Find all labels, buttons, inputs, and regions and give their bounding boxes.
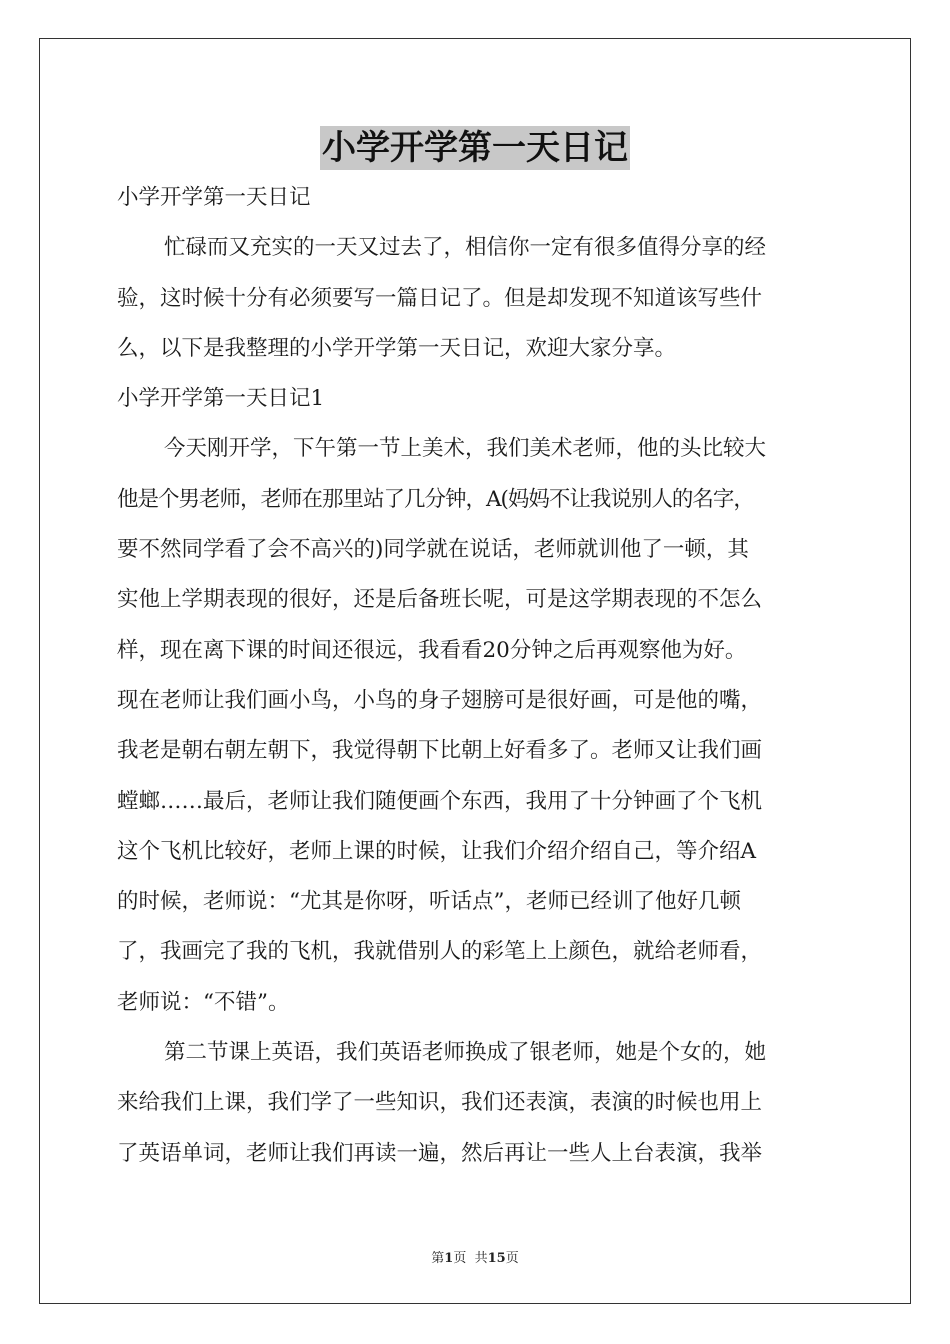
page-prefix: 第 [431, 1251, 445, 1266]
document-title: 小学开学第一天日记 [322, 128, 628, 168]
paragraph-line: 验，这时候十分有必须要写一篇日记了。但是却发现不知道该写些什 [117, 285, 763, 311]
page-suffix: 页 [505, 1251, 519, 1266]
title-container [0, 126, 950, 170]
page-footer [0, 1247, 950, 1266]
section-heading: 小学开学第一天日记1 [117, 386, 325, 412]
document-body [117, 178, 837, 1184]
paragraph-line: 来给我们上课，我们学了一些知识，我们还表演，表演的时候也用上 [117, 1090, 763, 1116]
paragraph-line: 实他上学期表现的很好，还是后备班长呢，可是这学期表现的不怎么 [117, 587, 763, 613]
paragraph-line: 老师说：“不错”。 [117, 989, 290, 1015]
paragraph-line: 了英语单词，老师让我们再读一遍，然后再让一些人上台表演，我举 [117, 1140, 763, 1166]
paragraph-line: 今天刚开学，下午第一节上美术，我们美术老师，他的头比较大 [164, 436, 767, 462]
paragraph-line: 了，我画完了我的飞机，我就借别人的彩笔上上颜色，就给老师看， [117, 939, 763, 965]
paragraph-line: 他是个男老师，老师在那里站了几分钟，A(妈妈不让我说别人的名字， [117, 486, 754, 512]
paragraph-line: 么，以下是我整理的小学开学第一天日记，欢迎大家分享。 [117, 335, 677, 361]
paragraph-line: 要不然同学看了会不高兴的)同学就在说话，老师就训他了一顿，其 [117, 537, 749, 563]
paragraph-line: 这个飞机比较好，老师上课的时候，让我们介绍介绍自己，等介绍A [117, 838, 757, 864]
paragraph-line: 第二节课上英语，我们英语老师换成了银老师，她是个女的，她 [164, 1040, 767, 1066]
page-mid: 页 共 [453, 1251, 488, 1266]
page-current: 1 [444, 1251, 454, 1266]
paragraph-line: 的时候，老师说：“尤其是你呀，听话点”，老师已经训了他好几顿 [117, 889, 741, 915]
paragraph-line: 螳螂……最后，老师让我们随便画个东西，我用了十分钟画了个飞机 [117, 788, 763, 814]
section-heading: 小学开学第一天日记 [117, 185, 311, 210]
paragraph-line: 我老是朝右朝左朝下，我觉得朝下比朝上好看多了。老师又让我们画 [117, 738, 763, 764]
page-total: 15 [487, 1251, 506, 1266]
paragraph-line: 样，现在离下课的时间还很远，我看看20分钟之后再观察他为好。 [117, 637, 747, 663]
paragraph-line: 现在老师让我们画小鸟，小鸟的身子翅膀可是很好画，可是他的嘴， [117, 687, 763, 713]
paragraph-line: 忙碌而又充实的一天又过去了，相信你一定有很多值得分享的经 [164, 235, 767, 261]
